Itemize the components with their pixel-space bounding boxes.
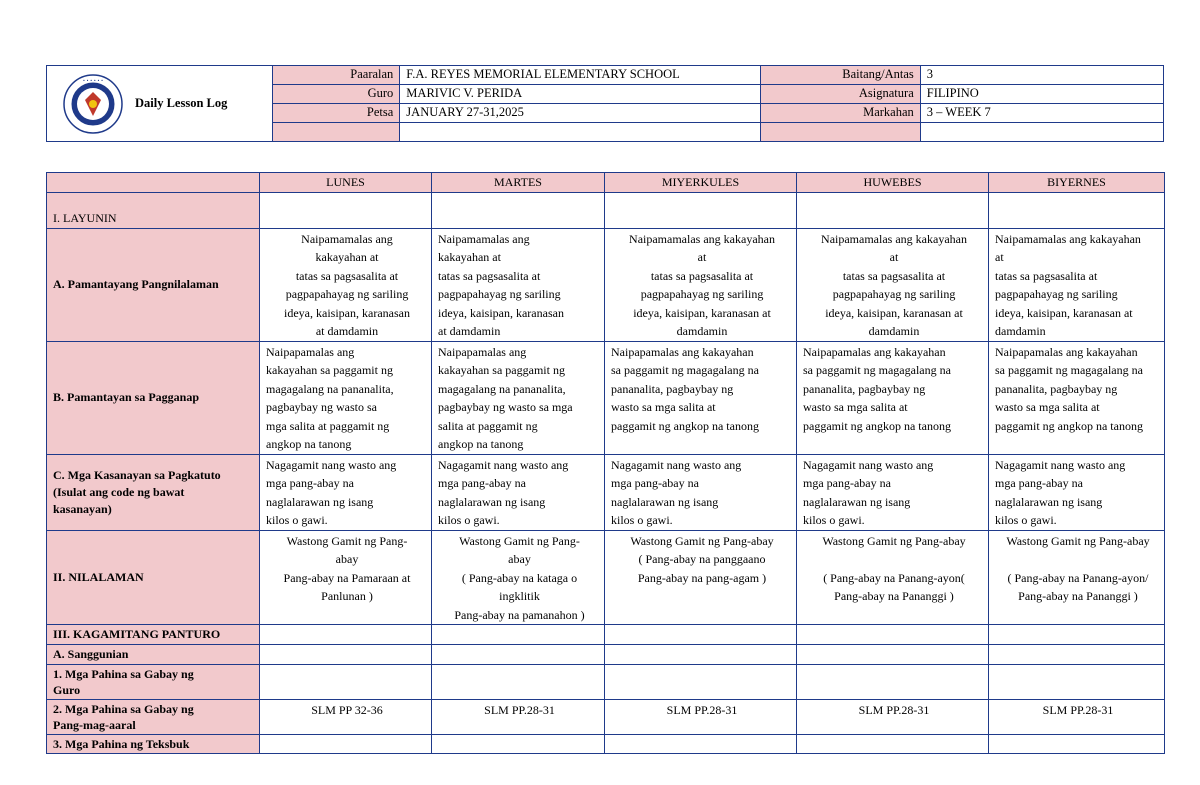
cell-pangnilalaman-martes: Naipamamalas ang kakayahan at tatas sa pagsasalita at pagpapahayag ng sariling ideya, kaisipan, karanasan at damdamin [438,231,564,338]
cell-kasanayan-miyerkules: Nagagamit nang wasto ang mga pang-abay na naglalarawan ng isang kilos o gawi. [611,457,742,527]
field-label-asignatura: Asignatura [760,85,920,104]
row-label-kasanayan: C. Mga Kasanayan sa Pagkatuto (Isulat ang code ng bawat kasanayan) [47,454,260,530]
gabay-mag-aaral-row [47,699,1165,734]
table-cell [797,625,989,645]
table-cell [989,734,1165,754]
header-table [46,65,1164,142]
field-label-markahan: Markahan [760,104,920,123]
cell-nilalaman-huwebes: Wastong Gamit ng Pang-abay ( Pang-abay na Panang-ayon( Pang-abay na Pananggi ) [822,533,966,603]
row-label-pagganap: B. Pamantayan sa Pagganap [47,341,260,454]
nilalaman-row [47,530,1165,625]
cell-slm-martes: SLM PP.28-31 [432,699,605,734]
cell-pangnilalaman-biyernes: Naipamamalas ang kakayahan at tatas sa pagsasalita at pagpapahayag ng sariling ideya, kaisipan, karanasan at damdamin [995,231,1141,338]
table-cell [605,734,797,754]
table-cell [432,664,605,699]
day-header-lunes: LUNES [260,173,432,193]
table-cell [260,734,432,754]
table-cell [260,664,432,699]
gabay-guro-row [47,664,1165,699]
table-cell [989,664,1165,699]
field-label-baitang: Baitang/Antas [760,66,920,85]
svg-text:• • • • • •: • • • • • • [82,77,104,83]
document-title: Daily Lesson Log [135,96,228,110]
table-cell [260,192,432,228]
cell-pangnilalaman-huwebes: Naipamamalas ang kakayahan at tatas sa pagsasalita at pagpapahayag ng sariling ideya, kaisipan, karanasan at damdamin [821,231,967,338]
table-cell [432,192,605,228]
table-cell [432,625,605,645]
day-header-biyernes: BIYERNES [989,173,1165,193]
deped-seal-logo [63,74,123,134]
cell-pagganap-huwebes: Naipapamalas ang kakayahan sa paggamit ng magagalang na pananalita, pagbaybay ng wasto sa mga salita at paggamit ng angkop na tanong [803,344,951,433]
field-label-guro: Guro [273,85,400,104]
day-header-miyerkules: MIYERKULES [605,173,797,193]
cell-slm-miyerkules: SLM PP.28-31 [605,699,797,734]
days-header-row [47,173,1165,193]
cell-pagganap-martes: Naipapamalas ang kakayahan sa paggamit ng magagalang na pananalita, pagbaybay ng wasto sa mga salita at paggamit ng angkop na tanong [438,344,573,451]
cell-kasanayan-lunes: Nagagamit nang wasto ang mga pang-abay na naglalarawan ng isang kilos o gawi. [266,457,397,527]
row-label-layunin: I. LAYUNIN [47,192,260,228]
pamantayan-pagganap-row [47,341,1165,454]
field-value-empty-2 [920,123,1163,142]
day-header-huwebes: HUWEBES [797,173,989,193]
field-value-guro: MARIVIC V. PERIDA [400,85,760,104]
field-label-empty [273,123,400,142]
table-cell [432,734,605,754]
row-label-gabay-mag-aaral: 2. Mga Pahina sa Gabay ng Pang-mag-aaral [47,699,260,734]
field-label-petsa: Petsa [273,104,400,123]
cell-pangnilalaman-miyerkules: Naipamamalas ang kakayahan at tatas sa pagsasalita at pagpapahayag ng sariling ideya, kaisipan, karanasan at damdamin [629,231,775,338]
field-value-baitang: 3 [920,66,1163,85]
row-label-pangnilalaman: A. Pamantayang Pangnilalaman [47,228,260,341]
table-cell [989,192,1165,228]
lesson-log-table [46,172,1165,754]
cell-pagganap-miyerkules: Naipapamalas ang kakayahan sa paggamit ng magagalang na pananalita, pagbaybay ng wasto sa mga salita at paggamit ng angkop na tanong [611,344,759,433]
field-label-empty-2 [760,123,920,142]
logo-cell [47,66,273,142]
cell-slm-biyernes: SLM PP.28-31 [989,699,1165,734]
row-label-kagamitan: III. KAGAMITANG PANTURO [47,625,260,645]
field-value-markahan: 3 – WEEK 7 [920,104,1163,123]
row-label-nilalaman: II. NILALAMAN [47,530,260,625]
cell-kasanayan-biyernes: Nagagamit nang wasto ang mga pang-abay na naglalarawan ng isang kilos o gawi. [995,457,1126,527]
table-cell [260,625,432,645]
day-header-martes: MARTES [432,173,605,193]
table-cell [605,664,797,699]
cell-kasanayan-huwebes: Nagagamit nang wasto ang mga pang-abay na naglalarawan ng isang kilos o gawi. [803,457,934,527]
row-label-teksbuk: 3. Mga Pahina ng Teksbuk [47,734,260,754]
field-value-asignatura: FILIPINO [920,85,1163,104]
pamantayang-pangnilalaman-row [47,228,1165,341]
table-cell [797,192,989,228]
cell-pagganap-biyernes: Naipapamalas ang kakayahan sa paggamit ng magagalang na pananalita, pagbaybay ng wasto sa mga salita at paggamit ng angkop na tanong [995,344,1143,433]
row-label-sanggunian: A. Sanggunian [47,645,260,665]
row-label-gabay-guro: 1. Mga Pahina sa Gabay ng Guro [47,664,260,699]
layunin-row [47,192,1165,228]
cell-nilalaman-lunes: Wastong Gamit ng Pang- abay Pang-abay na Pamaraan at Panlunan ) [283,533,411,603]
table-cell [432,645,605,665]
table-cell [605,645,797,665]
cell-nilalaman-biyernes: Wastong Gamit ng Pang-abay ( Pang-abay na Panang-ayon/ Pang-abay na Pananggi ) [1006,533,1150,603]
field-value-petsa: JANUARY 27-31,2025 [400,104,760,123]
cell-slm-huwebes: SLM PP.28-31 [797,699,989,734]
field-value-empty [400,123,760,142]
field-value-paaralan: F.A. REYES MEMORIAL ELEMENTARY SCHOOL [400,66,760,85]
kasanayan-row [47,454,1165,530]
cell-nilalaman-martes: Wastong Gamit ng Pang- abay ( Pang-abay na kataga o ingklitik Pang-abay na pamanahon ) [454,533,585,622]
corner-cell [47,173,260,193]
table-cell [989,625,1165,645]
cell-pagganap-lunes: Naipapamalas ang kakayahan sa paggamit ng magagalang na pananalita, pagbaybay ng wasto sa mga salita at paggamit ng angkop na tanong [266,344,394,451]
cell-pangnilalaman-lunes: Naipamamalas ang kakayahan at tatas sa pagsasalita at pagpapahayag ng sariling ideya, kaisipan, karanasan at damdamin [284,231,410,338]
cell-nilalaman-miyerkules: Wastong Gamit ng Pang-abay ( Pang-abay na panggaano Pang-abay na pang-agam ) [630,533,774,585]
table-cell [605,625,797,645]
table-cell [260,645,432,665]
sanggunian-row [47,645,1165,665]
cell-slm-lunes: SLM PP 32-36 [260,699,432,734]
table-cell [797,645,989,665]
table-cell [605,192,797,228]
kagamitan-row [47,625,1165,645]
cell-kasanayan-martes: Nagagamit nang wasto ang mga pang-abay na naglalarawan ng isang kilos o gawi. [438,457,569,527]
table-cell [797,734,989,754]
table-cell [797,664,989,699]
field-label-paaralan: Paaralan [273,66,400,85]
teksbuk-row [47,734,1165,754]
table-cell [989,645,1165,665]
